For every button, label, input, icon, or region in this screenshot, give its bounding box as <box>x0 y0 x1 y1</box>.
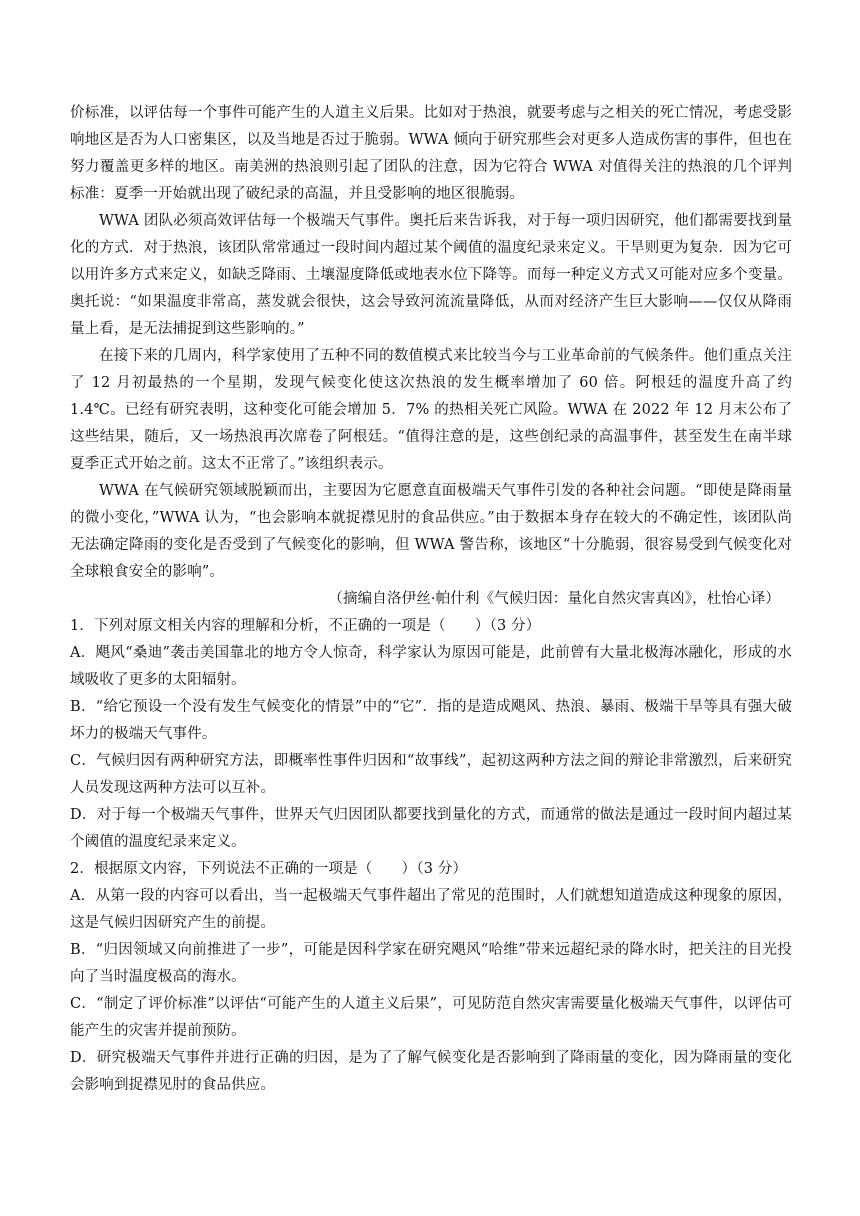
option-c: C．“制定了评价标准”以评估“可能产生的人道主义后果”，可见防范自然灾害需要量化极端天气事件，以评估可能产生的灾害并提前预防。 <box>70 996 792 1039</box>
option-b: B．“给它预设一个没有发生气候变化的情景”中的“它”．指的是造成飓风、热浪、暴雨、极端干旱等具有强大破坏力的极端天气事件。 <box>70 699 792 742</box>
option-b: B．“归因领域又向前推进了一步”，可能是因科学家在研究飓风“哈维”带来远超纪录的降水时，把关注的目光投向了当时温度极高的海水。 <box>70 942 792 985</box>
question-stem: 1．下列对原文相关内容的理解和分析，不正确的一项是（ ）（3 分） <box>70 618 541 634</box>
passage-paragraph: WWA 在气候研究领域脱颖而出，主要因为它愿意直面极端天气事件引发的各种社会问题。“即使是降雨量的微小变化，”WWA 认为，“也会影响本就捉襟见肘的食品供应。”由于数据本身存在较大的不确定性，该团队尚无法确定降雨的变化是否受到了气候变化的影响，但 WWA 警告称，该地区“十分脆弱，很容易受到气候变化对全球粮食安全的影响”。 <box>70 483 792 580</box>
passage-paragraph: WWA 团队必须高效评估每一个极端天气事件。奥托后来告诉我，对于每一项归因研究，他们都需要找到量化的方式．对于热浪，该团队常常通过一段时间内超过某个阈值的温度纪录来定义。干旱则更为复杂．因为它可以用许多方式来定义，如缺乏降雨、土壤湿度降低或地表水位下降等。而每一种定义方式又可能对应多个变量。奥托说：“如果温度非常高，蒸发就会很快，这会导致河流流量降低，从而对经济产生巨大影响——仅仅从降雨量上看，是无法捕捉到这些影响的。” <box>70 213 792 337</box>
option-d: D．研究极端天气事件并进行正确的归因，是为了了解气候变化是否影响到了降雨量的变化，因为降雨量的变化会影响到捉襟见肘的食品供应。 <box>70 1050 792 1093</box>
exam-page <box>70 100 792 1099</box>
option-d: D．对于每一个极端天气事件，世界天气归因团队都要找到量化的方式，而通常的做法是通过一段时间内超过某个阈值的温度纪录来定义。 <box>70 807 792 850</box>
question-2 <box>70 856 792 1099</box>
question-1 <box>70 613 792 856</box>
option-a: A．飓风“桑迪”袭击美国靠北的地方令人惊奇，科学家认为原因可能是，此前曾有大量北极海冰融化，形成的水域吸收了更多的太阳辐射。 <box>70 645 792 688</box>
passage-paragraph: 在接下来的几周内，科学家使用了五种不同的数值模式来比较当今与工业革命前的气候条件。他们重点关注了 12 月初最热的一个星期，发现气候变化使这次热浪的发生概率增加了 60 倍。阿根廷的温度升高了约 1.4℃。已经有研究表明，这种变化可能会增加 5．7% 的热相关死亡风险。WWA 在 2022 年 12 月末公布了这些结果，随后，又一场热浪再次席卷了阿根廷。“值得注意的是，这些创纪录的高温事件，甚至发生在南半球夏季正式开始之前。这太不正常了。”该组织表示。 <box>70 348 792 472</box>
option-a: A．从第一段的内容可以看出，当一起极端天气事件超出了常见的范围时，人们就想知道造成这种现象的原因，这是气候归因研究产生的前提。 <box>70 888 792 931</box>
option-c: C．气候归因有两种研究方法，即概率性事件归因和“故事线”，起初这两种方法之间的辩论非常激烈，后来研究人员发现这两种方法可以互补。 <box>70 753 792 796</box>
passage-source: （摘编自洛伊丝·帕什利《气候归因：量化自然灾害真凶》，杜怡心译） <box>328 591 780 607</box>
passage-paragraph-continued: 价标准，以评估每一个事件可能产生的人道主义后果。比如对于热浪，就要考虑与之相关的死亡情况，考虑受影响地区是否为人口密集区，以及当地是否过于脆弱。WWA 倾向于研究那些会对更多人造成伤害的事件，但也在努力覆盖更多样的地区。南美洲的热浪则引起了团队的注意，因为它符合 WWA 对值得关注的热浪的几个评判标准：夏季一开始就出现了破纪录的高温，并且受影响的地区很脆弱。 <box>70 105 792 202</box>
question-stem: 2．根据原文内容，下列说法不正确的一项是（ ）（3 分） <box>70 861 468 877</box>
